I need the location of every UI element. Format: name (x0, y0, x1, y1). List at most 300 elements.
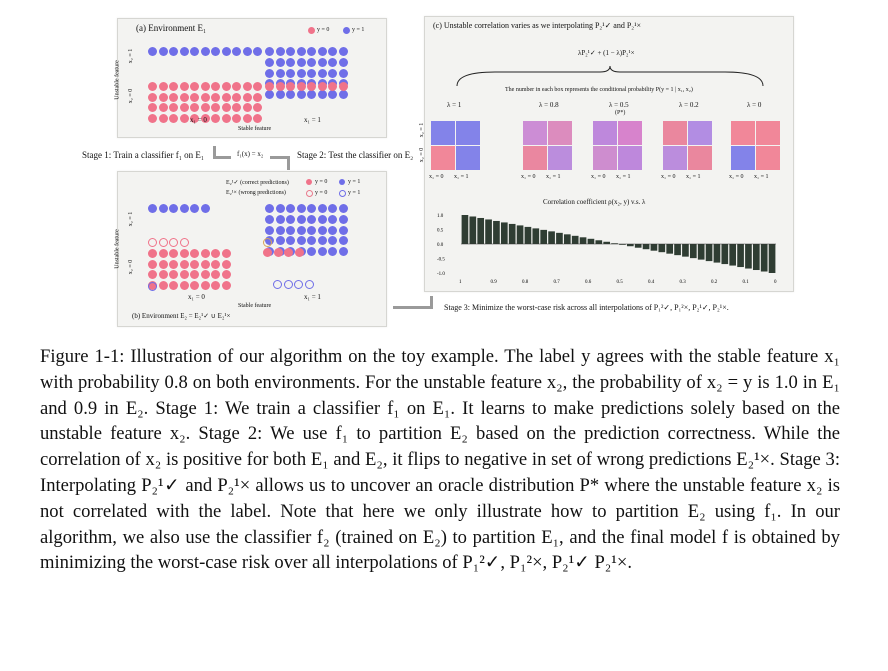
arrow-stage2-v (287, 156, 290, 170)
point-y0 (169, 281, 178, 290)
point-y0 (211, 93, 220, 102)
x-tick-label: 0.7 (553, 280, 560, 285)
point-y0 (243, 103, 252, 112)
grid-cell (431, 121, 455, 145)
figure-caption (40, 344, 840, 576)
correlation-bar (674, 244, 681, 255)
point-y1 (318, 69, 327, 78)
point-y0 (263, 248, 272, 257)
correlation-bar (635, 244, 642, 248)
point-y1 (201, 204, 210, 213)
point-wrong-y0 (159, 238, 168, 247)
point-y1 (265, 47, 274, 56)
point-y1 (297, 47, 306, 56)
arrow-stage3-h (393, 306, 433, 309)
y-tick-label: 0.0 (437, 243, 444, 248)
correlation-bar (580, 237, 587, 244)
point-y0 (180, 249, 189, 258)
correlation-bar (769, 244, 776, 273)
point-y1 (276, 236, 285, 245)
legend-dot-y1 (343, 27, 350, 34)
correlation-bar (493, 221, 500, 244)
correlation-bar (682, 244, 689, 257)
correlation-bar (588, 239, 595, 244)
point-y1 (297, 204, 306, 213)
point-y1 (307, 69, 316, 78)
point-y0 (211, 114, 220, 123)
point-y0 (180, 260, 189, 269)
point-y0 (211, 103, 220, 112)
point-y1 (318, 215, 327, 224)
legend-correct-y0: y = 0 (315, 179, 328, 185)
correlation-bar (564, 234, 571, 244)
grid-x-label: x₁ = 0 (429, 174, 444, 180)
grid-y-label: x₂ = 0 (419, 147, 426, 163)
legend-wrong-dot-y1 (339, 190, 346, 197)
stage2-label: Stage 2: Test the classifier on E₂ (297, 150, 414, 160)
point-y1 (201, 47, 210, 56)
point-y0 (159, 114, 168, 123)
point-y0 (180, 82, 189, 91)
point-y1 (339, 47, 348, 56)
legend-wrong: E₂¹× (wrong predictions) (226, 190, 286, 196)
legend-wrong-y0: y = 0 (315, 190, 328, 196)
point-y0 (243, 82, 252, 91)
correlation-bar (509, 224, 516, 244)
point-y0 (190, 281, 199, 290)
legend-dot-y0 (308, 27, 315, 34)
correlation-bar (532, 228, 539, 244)
grid-cell (756, 121, 780, 145)
point-y1 (339, 236, 348, 245)
lambda-label: λ = 1 (447, 101, 462, 109)
brace-icon (455, 64, 765, 88)
y-tick-b-x2-1: x₂ = 1 (128, 211, 135, 227)
point-y1 (297, 226, 306, 235)
correlation-bar (462, 215, 469, 244)
panel-b-title: (b) Environment E₂ = E₂¹✓ ∪ E₂¹× (132, 312, 231, 320)
point-y1 (265, 69, 274, 78)
point-y1 (253, 47, 262, 56)
stage3-label: Stage 3: Minimize the worst-case risk across all interpolations of P₁²✓, P₁²×, P₂¹✓, P₂¹×. (444, 303, 729, 312)
interp-formula: λP₂¹✓ + (1 − λ)P₂¹× (578, 49, 635, 57)
point-y0 (222, 270, 231, 279)
x-axis-label: Stable feature (238, 126, 272, 132)
grid-cell (688, 146, 712, 170)
point-y0 (148, 103, 157, 112)
point-y0 (169, 93, 178, 102)
point-y0 (169, 270, 178, 279)
y-tick-label: -0.5 (437, 257, 445, 263)
legend-wrong-y1: y = 1 (348, 190, 361, 196)
x-tick-b-x1-0: x₁ = 0 (188, 293, 205, 301)
x-tick-label: 1 (459, 280, 462, 285)
correlation-bar (525, 227, 532, 244)
panel-environment-e1 (114, 18, 387, 138)
point-y1 (276, 215, 285, 224)
p-star-label: (P*) (615, 110, 626, 116)
grid-x-label: x₁ = 1 (616, 174, 631, 180)
correlation-bar (737, 244, 744, 267)
point-y0 (222, 103, 231, 112)
point-y1 (265, 226, 274, 235)
point-y1 (318, 58, 327, 67)
lambda-label: λ = 0.5 (609, 101, 629, 109)
grid-x-label: x₁ = 0 (661, 174, 676, 180)
point-y0 (169, 114, 178, 123)
legend-correct-y1: y = 1 (348, 179, 361, 185)
point-y0 (328, 82, 337, 91)
point-y1 (297, 215, 306, 224)
point-y1 (297, 58, 306, 67)
point-y0 (169, 82, 178, 91)
point-y0 (190, 270, 199, 279)
point-y0 (201, 249, 210, 258)
point-y0 (190, 82, 199, 91)
point-y1 (307, 247, 316, 256)
arrow-stage3-v (430, 296, 433, 308)
x-tick-label: 0.3 (679, 280, 686, 285)
correlation-bar (651, 244, 658, 251)
point-y1 (307, 204, 316, 213)
grid-cell (548, 121, 572, 145)
y-tick-label: -1.0 (437, 272, 445, 277)
point-y1 (339, 69, 348, 78)
legend-wrong-dot-y0 (306, 190, 313, 197)
grid-cell (731, 146, 755, 170)
lambda-label: λ = 0 (747, 101, 762, 109)
grid-x-label: x₁ = 1 (454, 174, 469, 180)
point-wrong-y0 (169, 238, 178, 247)
point-y1 (339, 58, 348, 67)
point-y0 (222, 114, 231, 123)
point-y1 (328, 215, 337, 224)
point-y0 (201, 103, 210, 112)
x-tick-label: 0.1 (742, 280, 749, 285)
legend-label-y1: y = 1 (352, 27, 365, 33)
x-axis-label-b: Stable feature (238, 303, 272, 309)
point-y1 (328, 247, 337, 256)
point-y0 (339, 82, 348, 91)
point-y1 (328, 204, 337, 213)
grid-cell (618, 146, 642, 170)
point-y0 (295, 248, 304, 257)
grid-cell (618, 121, 642, 145)
point-y0 (159, 260, 168, 269)
correlation-chart (431, 209, 781, 285)
correlation-bar (698, 244, 705, 260)
correlation-bar (517, 225, 524, 244)
grid-x-label: x₁ = 1 (546, 174, 561, 180)
grid-cell (456, 121, 480, 145)
arrow-stage1-v (213, 146, 216, 158)
point-y0 (148, 249, 157, 258)
point-y0 (265, 82, 274, 91)
grid-cell (663, 121, 687, 145)
point-y1 (276, 204, 285, 213)
point-y1 (169, 204, 178, 213)
point-y1 (232, 47, 241, 56)
x-tick-x1-0: x₁ = 0 (190, 116, 207, 124)
point-y0 (222, 82, 231, 91)
point-y1 (297, 69, 306, 78)
point-y1 (318, 204, 327, 213)
stage1-label: Stage 1: Train a classifier f₁ on E₁ (82, 150, 205, 160)
panel-a-title: (a) Environment E₁ (136, 23, 207, 33)
point-y0 (211, 260, 220, 269)
point-y0 (159, 249, 168, 258)
correlation-bar (745, 244, 752, 269)
point-y1 (318, 226, 327, 235)
point-y0 (169, 103, 178, 112)
grid-cell (593, 146, 617, 170)
corr-title: Correlation coefficient ρ(x₂, y) v.s. λ (543, 198, 646, 206)
point-wrong-y1 (294, 280, 303, 289)
point-y0 (211, 270, 220, 279)
point-y0 (159, 281, 168, 290)
point-y0 (159, 270, 168, 279)
correlation-bar (603, 242, 610, 244)
point-y0 (180, 114, 189, 123)
y-tick-b-x2-0: x₂ = 0 (128, 259, 135, 275)
panel-environment-e2 (114, 171, 387, 327)
point-y1 (286, 58, 295, 67)
f1-label: f₁(x) = x₂ (237, 150, 264, 158)
point-y1 (339, 204, 348, 213)
x-tick-label: 0.2 (711, 280, 718, 285)
point-y0 (159, 103, 168, 112)
lambda-label: λ = 0.2 (679, 101, 699, 109)
point-y0 (222, 281, 231, 290)
point-wrong-y0 (148, 238, 157, 247)
correlation-bar (572, 236, 579, 244)
x-tick-label: 0.6 (585, 280, 592, 285)
point-y1 (286, 69, 295, 78)
panel-interpolation (419, 16, 794, 292)
point-y0 (169, 260, 178, 269)
point-y1 (190, 204, 199, 213)
point-y1 (307, 58, 316, 67)
y-tick-label: 1.0 (437, 214, 444, 219)
point-y0 (222, 249, 231, 258)
point-y1 (328, 69, 337, 78)
x-tick-label: 0.9 (490, 280, 497, 285)
grid-cell (663, 146, 687, 170)
point-y0 (201, 260, 210, 269)
point-y0 (148, 260, 157, 269)
grid-cell (456, 146, 480, 170)
point-y1 (318, 236, 327, 245)
grid-cell (756, 146, 780, 170)
panel-c-title: (c) Unstable correlation varies as we interpolating P₂¹✓ and P₂¹× (433, 21, 641, 30)
point-y0 (148, 93, 157, 102)
x-tick-b-x1-1: x₁ = 1 (304, 293, 321, 301)
correlation-bar (477, 218, 484, 244)
correlation-bar (595, 240, 602, 244)
brace-note: The number in each box represents the conditional probability P(y = 1 | x₁, x₂) (505, 87, 693, 93)
grid-x-label: x₁ = 0 (591, 174, 606, 180)
point-y0 (243, 93, 252, 102)
point-wrong-y1 (305, 280, 314, 289)
point-y1 (339, 226, 348, 235)
point-y1 (318, 247, 327, 256)
point-y0 (211, 82, 220, 91)
point-y0 (180, 93, 189, 102)
point-y0 (232, 82, 241, 91)
point-y0 (148, 82, 157, 91)
x-tick-label: 0.4 (648, 280, 655, 285)
point-y0 (286, 82, 295, 91)
correlation-bar (706, 244, 713, 261)
point-y0 (148, 114, 157, 123)
point-y1 (265, 58, 274, 67)
correlation-bar (501, 222, 508, 244)
grid-x-label: x₁ = 1 (754, 174, 769, 180)
point-y1 (318, 47, 327, 56)
point-y1 (276, 226, 285, 235)
point-y0 (148, 270, 157, 279)
correlation-bar (485, 219, 492, 244)
correlation-bar (690, 244, 697, 258)
point-y0 (232, 93, 241, 102)
point-y0 (274, 248, 283, 257)
point-y0 (253, 93, 262, 102)
grid-cell (523, 146, 547, 170)
x-tick-label: 0 (774, 280, 777, 285)
point-y0 (180, 281, 189, 290)
point-y0 (222, 260, 231, 269)
grid-cell (548, 146, 572, 170)
point-y1 (180, 47, 189, 56)
point-y1 (286, 236, 295, 245)
correlation-bar (643, 244, 650, 249)
point-y1 (339, 247, 348, 256)
correlation-bar (666, 244, 673, 254)
legend-correct: E₂¹✓ (correct predictions) (226, 180, 289, 186)
point-y0 (211, 249, 220, 258)
point-y1 (286, 47, 295, 56)
point-y1 (328, 226, 337, 235)
point-y1 (307, 47, 316, 56)
point-y0 (201, 82, 210, 91)
correlation-bar (761, 244, 768, 272)
correlation-bar (548, 231, 555, 244)
point-y0 (159, 93, 168, 102)
point-y1 (211, 47, 220, 56)
correlation-bar (540, 230, 547, 244)
point-y1 (286, 226, 295, 235)
point-y1 (328, 58, 337, 67)
point-y0 (232, 103, 241, 112)
x-tick-x1-1: x₁ = 1 (304, 116, 321, 124)
point-y1 (148, 204, 157, 213)
point-y0 (253, 82, 262, 91)
point-y1 (190, 47, 199, 56)
point-y1 (169, 47, 178, 56)
point-y1 (307, 215, 316, 224)
grid-y-label: x₂ = 1 (419, 122, 426, 138)
point-y0 (180, 103, 189, 112)
grid-cell (431, 146, 455, 170)
correlation-bar (556, 233, 563, 244)
point-y1 (276, 47, 285, 56)
y-tick-x2-0: x₂ = 0 (128, 88, 135, 104)
point-y0 (307, 82, 316, 91)
point-y1 (307, 226, 316, 235)
point-y0 (297, 82, 306, 91)
grid-x-label: x₁ = 0 (521, 174, 536, 180)
point-wrong-y0 (180, 238, 189, 247)
point-y1 (339, 215, 348, 224)
correlation-bar (721, 244, 728, 264)
legend-correct-dot-y0 (306, 179, 312, 185)
point-wrong-y0 (263, 238, 272, 247)
point-y0 (284, 248, 293, 257)
point-wrong-y1 (273, 280, 282, 289)
point-y1 (222, 47, 231, 56)
point-wrong-y1 (148, 282, 157, 291)
correlation-bar (658, 244, 665, 252)
point-y0 (232, 114, 241, 123)
point-y0 (243, 114, 252, 123)
point-y0 (190, 260, 199, 269)
y-tick-label: 0.5 (437, 228, 444, 234)
correlation-bar (753, 244, 760, 270)
legend-correct-dot-y1 (339, 179, 345, 185)
point-y0 (222, 93, 231, 102)
point-y1 (307, 236, 316, 245)
correlation-bar (469, 216, 476, 244)
point-y0 (318, 82, 327, 91)
x-tick-label: 0.5 (616, 280, 623, 285)
point-y1 (180, 204, 189, 213)
point-y1 (286, 215, 295, 224)
grid-cell (688, 121, 712, 145)
point-y1 (243, 47, 252, 56)
point-y1 (276, 69, 285, 78)
point-y1 (276, 58, 285, 67)
point-y0 (180, 270, 189, 279)
lambda-label: λ = 0.8 (539, 101, 559, 109)
grid-cell (593, 121, 617, 145)
grid-cell (731, 121, 755, 145)
legend-label-y0: y = 0 (317, 27, 330, 33)
point-y1 (328, 47, 337, 56)
point-y0 (169, 249, 178, 258)
correlation-bar (729, 244, 736, 266)
point-y1 (148, 47, 157, 56)
x-tick-label: 0.8 (522, 280, 529, 285)
point-y0 (253, 103, 262, 112)
point-y0 (190, 93, 199, 102)
point-wrong-y1 (284, 280, 293, 289)
point-y0 (190, 103, 199, 112)
point-y0 (211, 281, 220, 290)
point-y0 (190, 249, 199, 258)
y-tick-x2-1: x₂ = 1 (128, 48, 135, 64)
point-y0 (201, 93, 210, 102)
y-axis-label-b: Unstable feature (114, 229, 121, 269)
correlation-bar (714, 244, 721, 263)
point-y1 (286, 204, 295, 213)
correlation-bar (627, 244, 634, 246)
point-y1 (265, 215, 274, 224)
point-y1 (159, 47, 168, 56)
point-y0 (201, 281, 210, 290)
point-y0 (201, 270, 210, 279)
caption-text: Figure 1-1: Illustration of our algorithm on the toy example. The label y agrees with the stable feature x₁ with probability 0.8 on both environments. For the unstable feature x₂, the probability of x₂ = y is 1.0 in E₁ and 0.9 in E₂. Stage 1: We train a classifier f₁ on E₁. It learns to make predictions solely based on the unstable feature x₂. Stage 2: We use f₁ to partition E₂ based on the prediction correctness. While the correlation of x₂ is positive for both E₁ and E₂, it flips to negative in set of wrong predictions E₂¹×. Stage 3: Interpolating P₂¹✓ and P₂¹× allows us to uncover an oracle distribution P* where the unstable feature x₂ is not correlated with the label. Note that here we only illustrate how to partition E₂ using f₁. In our algorithm, we also use the classifier f₂ (trained on E₂) to partition E₁, and the final model f is obtained by minimizing the worst-case risk over all interpolations of P₁²✓, P₁²×, P₂¹✓ P₂¹×. (40, 346, 840, 574)
point-y0 (276, 82, 285, 91)
